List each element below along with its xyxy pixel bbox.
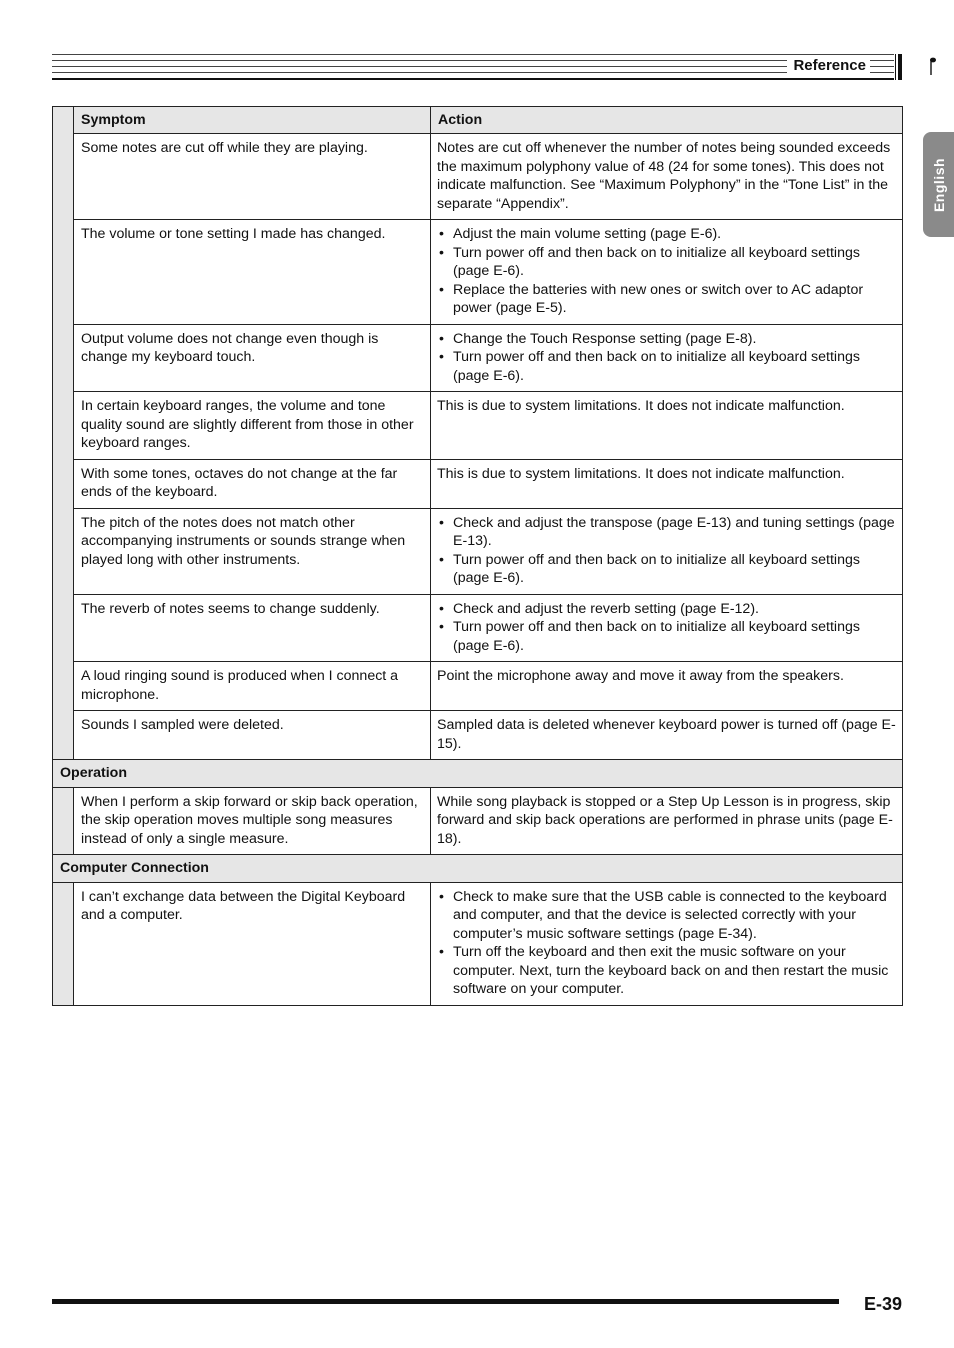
language-tab-label: English bbox=[930, 157, 947, 212]
action-bullet-list bbox=[437, 514, 896, 588]
action-bullet-item: • Adjust the main volume setting (page E-6). bbox=[437, 225, 896, 244]
action-cell: Notes are cut off whenever the number of notes being sounded exceeds the maximum polyphony value of 48 (24 for some tones). This does not indicate malfunction. See “Maximum Polyphony” in the “Tone List” in the separate “Appendix”. bbox=[431, 134, 903, 220]
table-row bbox=[53, 662, 903, 711]
symptom-cell: I can’t exchange data between the Digital Keyboard and a computer. bbox=[74, 882, 431, 1005]
category-gutter bbox=[53, 882, 74, 1005]
symptom-cell: When I perform a skip forward or skip back operation, the skip operation moves multiple song measures instead of only a single measure. bbox=[74, 787, 431, 855]
table-header-row bbox=[53, 107, 903, 134]
category-gutter bbox=[53, 107, 74, 760]
action-bullet-item: • Turn power off and then back on to initialize all keyboard settings (page E-6). bbox=[437, 348, 896, 385]
category-heading: Computer Connection bbox=[53, 855, 903, 883]
action-cell: Sampled data is deleted whenever keyboard power is turned off (page E-15). bbox=[431, 711, 903, 760]
action-bullet-list bbox=[437, 225, 896, 318]
action-cell: Point the microphone away and move it away from the speakers. bbox=[431, 662, 903, 711]
language-tab bbox=[923, 132, 954, 237]
table-row bbox=[53, 882, 903, 1005]
table-row bbox=[53, 711, 903, 760]
action-bullet-item: • Turn power off and then back on to initialize all keyboard settings (page E-6). bbox=[437, 618, 896, 655]
action-bullet-item: • Check and adjust the reverb setting (page E-12). bbox=[437, 600, 896, 619]
symptom-cell: The volume or tone setting I made has changed. bbox=[74, 220, 431, 325]
symptom-column-header: Symptom bbox=[74, 107, 431, 134]
action-cell bbox=[431, 594, 903, 662]
page-number: E-39 bbox=[863, 1294, 902, 1314]
symptom-cell: With some tones, octaves do not change at the far ends of the keyboard. bbox=[74, 459, 431, 508]
category-heading: Operation bbox=[53, 760, 903, 788]
table-row bbox=[53, 392, 903, 460]
category-gutter bbox=[53, 787, 74, 855]
table-row bbox=[53, 134, 903, 220]
symptom-cell: The reverb of notes seems to change suddenly. bbox=[74, 594, 431, 662]
action-bullet-item: • Change the Touch Response setting (page E-8). bbox=[437, 330, 896, 349]
category-row-operation bbox=[53, 760, 903, 788]
table-row bbox=[53, 508, 903, 594]
symptom-cell: Some notes are cut off while they are playing. bbox=[74, 134, 431, 220]
header-staff-band bbox=[52, 54, 902, 80]
action-bullet-list bbox=[437, 600, 896, 656]
action-bullet-item: • Check and adjust the transpose (page E-13) and tuning settings (page E-13). bbox=[437, 514, 896, 551]
action-bullet-item: • Check to make sure that the USB cable is connected to the keyboard and computer, and that the device is selected correctly with your computer’s music software settings (page E-34). bbox=[437, 888, 896, 944]
action-column-header: Action bbox=[431, 107, 903, 134]
action-bullet-item: • Turn power off and then back on to initialize all keyboard settings (page E-6). bbox=[437, 551, 896, 588]
music-note-icon bbox=[926, 56, 940, 76]
symptom-cell: A loud ringing sound is produced when I connect a microphone. bbox=[74, 662, 431, 711]
section-title: Reference bbox=[787, 57, 870, 74]
footer-rule bbox=[52, 1299, 839, 1304]
action-bullet-item: • Turn power off and then back on to initialize all keyboard settings (page E-6). bbox=[437, 244, 896, 281]
table-row bbox=[53, 324, 903, 392]
table-row bbox=[53, 787, 903, 855]
symptom-cell: Output volume does not change even though is change my keyboard touch. bbox=[74, 324, 431, 392]
symptom-cell: Sounds I sampled were deleted. bbox=[74, 711, 431, 760]
action-cell: This is due to system limitations. It does not indicate malfunction. bbox=[431, 392, 903, 460]
action-cell bbox=[431, 508, 903, 594]
action-cell: While song playback is stopped or a Step Up Lesson is in progress, skip forward and skip back operations are performed in phrase units (page E-18). bbox=[431, 787, 903, 855]
action-cell bbox=[431, 220, 903, 325]
action-cell bbox=[431, 882, 903, 1005]
action-cell bbox=[431, 324, 903, 392]
table-row bbox=[53, 220, 903, 325]
symptom-cell: In certain keyboard ranges, the volume and tone quality sound are slightly different from those in other keyboard ranges. bbox=[74, 392, 431, 460]
table-row bbox=[53, 594, 903, 662]
symptom-cell: The pitch of the notes does not match other accompanying instruments or sounds strange when played long with other instruments. bbox=[74, 508, 431, 594]
category-row-computer-connection bbox=[53, 855, 903, 883]
action-bullet-item: • Turn off the keyboard and then exit the music software on your computer. Next, turn the keyboard back on and then restart the music software on your computer. bbox=[437, 943, 896, 999]
action-cell: This is due to system limitations. It does not indicate malfunction. bbox=[431, 459, 903, 508]
action-bullet-item: • Replace the batteries with new ones or switch over to AC adaptor power (page E-5). bbox=[437, 281, 896, 318]
table-row bbox=[53, 459, 903, 508]
action-bullet-list bbox=[437, 888, 896, 999]
troubleshooting-table bbox=[52, 106, 903, 1006]
action-bullet-list bbox=[437, 330, 896, 386]
